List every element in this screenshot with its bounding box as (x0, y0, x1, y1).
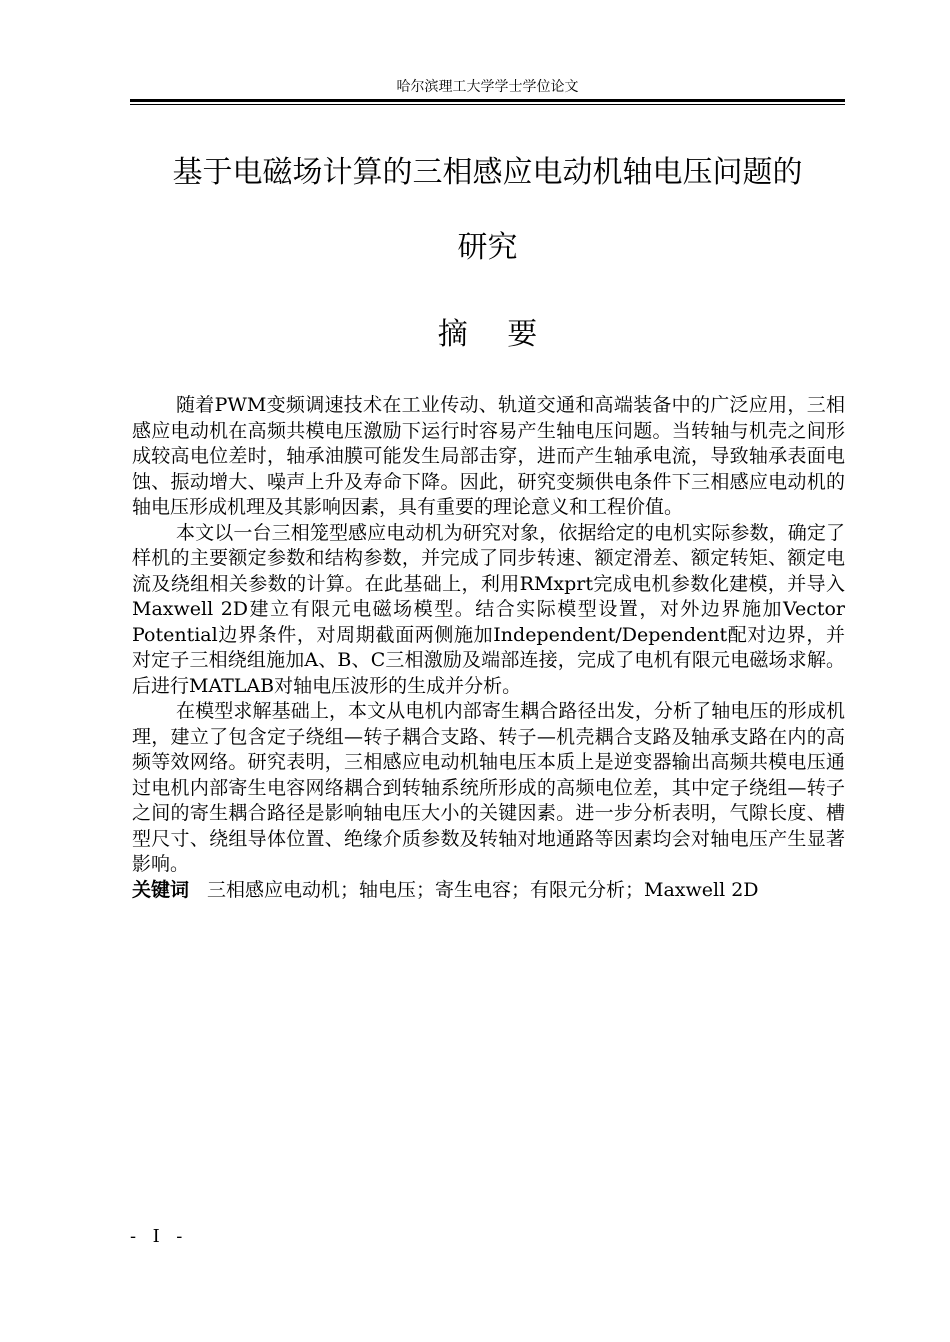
running-header: 哈尔滨理工大学学士学位论文 (396, 79, 579, 95)
keywords-line (132, 878, 845, 904)
keywords-text: 三相感应电动机；轴电压；寄生电容；有限元分析；Maxwell 2D (207, 878, 759, 901)
abstract-paragraph-3: 在模型求解基础上，本文从电机内部寄生耦合路径出发，分析了轴电压的形成机理，建立了包含定子绕组—转子耦合支路、转子—机壳耦合支路及轴承支路在内的高频等效网络。研究表明，三相感应电动机轴电压本质上是逆变器输出高频共模电压通过电机内部寄生电容网络耦合到转轴系统所形成的高频电位差，其中定子绕组—转子之间的寄生耦合路径是影响轴电压大小的关键因素。进一步分析表明，气隙长度、槽型尺寸、绕组导体位置、绝缘介质参数及转轴对地通路等因素均会对轴电压产生显著影响。 (132, 700, 845, 875)
abstract-paragraph-1: 随着PWM变频调速技术在工业传动、轨道交通和高端装备中的广泛应用，三相感应电动机在高频共模电压激励下运行时容易产生轴电压问题。当转轴与机壳之间形成较高电位差时，轴承油膜可能发生局部击穿，进而产生轴承电流，导致轴承表面电蚀、振动增大、噪声上升及寿命下降。因此，研究变频供电条件下三相感应电动机的轴电压形成机理及其影响因素，具有重要的理论意义和工程价值。 (132, 394, 845, 518)
keywords-label: 关键词 (132, 878, 190, 901)
abstract-paragraph-2: 本文以一台三相笼型感应电动机为研究对象，依据给定的电机实际参数，确定了样机的主要额定参数和结构参数，并完成了同步转速、额定滑差、额定转矩、额定电流及绕组相关参数的计算。在此基础上，利用RMxprt完成电机参数化建模，并导入Maxwell 2D建立有限元电磁场模型。结合实际模型设置，对外边界施加Vector Potential边界条件，对周期截面两侧施加Independent/Dependent配对边界，并对定子三相绕组施加A、B、C三相激励及端部连接，完成了电机有限元电磁场求解。后进行MATLAB对轴电压波形的生成并分析。 (132, 521, 845, 697)
abstract-body (132, 393, 845, 903)
header-rule-thin (130, 104, 845, 105)
abstract-heading: 摘 要 (437, 317, 553, 352)
header-rule-thick (130, 99, 845, 102)
thesis-title-line-1: 基于电磁场计算的三相感应电动机轴电压问题的 (172, 155, 803, 190)
page-number: - I - (130, 1226, 188, 1247)
thesis-title-line-2: 研究 (457, 230, 518, 265)
header-rule (130, 99, 845, 106)
